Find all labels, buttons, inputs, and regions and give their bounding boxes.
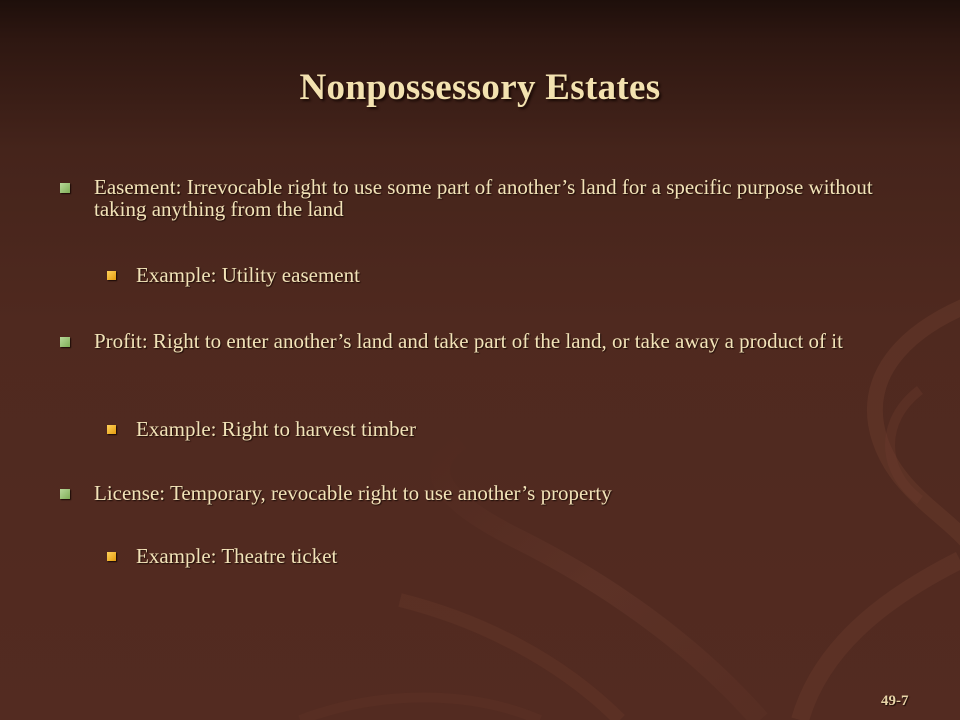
green-square-bullet-icon [60,337,70,347]
sub-bullet-license-example [136,545,916,567]
orange-square-bullet-icon [107,271,116,280]
bullet-profit [94,330,914,352]
green-square-bullet-icon [60,489,70,499]
page-number: 49-7 [881,693,909,709]
sub-bullet-easement-example [136,264,916,286]
bullet-easement [94,176,914,220]
bullet-license [94,482,914,504]
slide-title: Nonpossessory Estates [299,67,661,108]
bullet-easement-text: Easement: Irrevocable right to use some part of another’s land for a specific purpose without taking anything from the land [94,175,873,221]
bullet-license-text: License: Temporary, revocable right to use another’s property [94,481,612,505]
sub-bullet-easement-example-text: Example: Utility easement [136,263,360,287]
green-square-bullet-icon [60,183,70,193]
sub-bullet-profit-example [136,418,916,440]
sub-bullet-license-example-text: Example: Theatre ticket [136,544,338,568]
orange-square-bullet-icon [107,552,116,561]
bullet-profit-text: Profit: Right to enter another’s land and take part of the land, or take away a product of it [94,329,843,353]
orange-square-bullet-icon [107,425,116,434]
sub-bullet-profit-example-text: Example: Right to harvest timber [136,417,416,441]
